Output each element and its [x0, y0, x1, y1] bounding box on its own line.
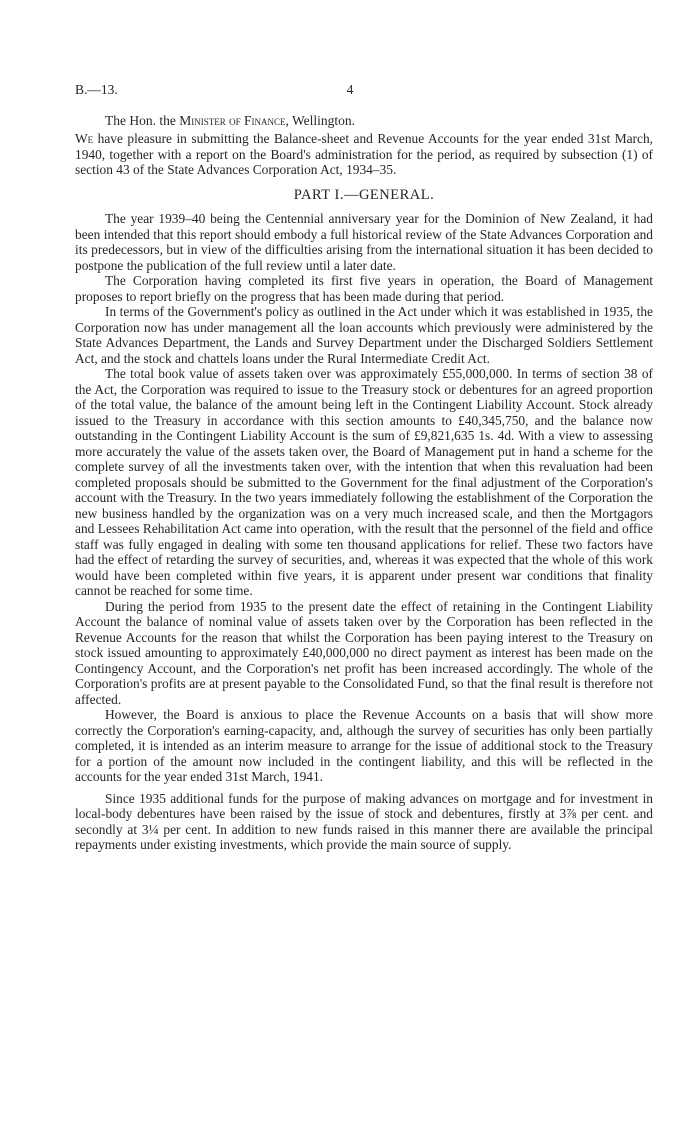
addressee-prefix: The Hon. the	[105, 113, 180, 128]
addressee-suffix: , Wellington.	[285, 113, 356, 128]
addressee-line	[105, 113, 355, 129]
paragraph-five-years: The Corporation having completed its first five years in operation, the Board of Management proposes to report briefly on the progress that has been made during that period.	[75, 273, 653, 304]
addressee-title: Minister of Finance	[179, 113, 286, 128]
document-reference: B.—13.	[75, 82, 118, 97]
page-header	[75, 82, 653, 102]
paragraph-centennial: The year 1939–40 being the Centennial anniversary year for the Dominion of New Zealand, it had been intended that this report should embody a full historical review of the State Advances Corporation and its predecessors, but in view of the difficulties arising from the international situation it has been decided to postpone the publication of the full review until a later date.	[75, 211, 653, 273]
page-number: 4	[346, 82, 354, 97]
part-heading: PART I.—GENERAL.	[293, 186, 435, 203]
opening-lead-word: We	[75, 131, 94, 146]
opening-text: have pleasure in submitting the Balance-sheet and Revenue Accounts for the year ended 31st March, 1940, together with a report on the Board's administration for the period, as required by subsection (1) of section 43 of the State Advances Corporation Act, 1934–35.	[75, 131, 653, 177]
opening-paragraph	[75, 131, 653, 178]
body-text	[75, 131, 653, 853]
paragraph-book-value: The total book value of assets taken over was approximately £55,000,000. In terms of section 38 of the Act, the Corporation was required to issue to the Treasury stock or debentures for an agreed proportion of the total value, the balance of the amount being left in the Contingent Liability Account. Stock already issued to the Treasury in accordance with this section amounts to £40,345,750, and the balance now outstanding in the Contingent Liability Account is the sum of £9,821,635 1s. 4d. With a view to assessing more accurately the value of the assets taken over, the Board of Management put in hand a scheme for the complete survey of all the investments taken over, with the intention that when this revaluation had been completed proposals should be submitted to the Government for the final adjustment of the Corporation's account with the Treasury. In the two years immediately following the establishment of the Corporation the new business handled by the organization was on a very much increased scale, and then the Mortgagors and Lessees Rehabilitation Act came into operation, with the result that the personnel of the field and office staff was fully engaged in dealing with some ten thousand applications for relief. These two factors have had the effect of retarding the survey of securities, and, whereas it was expected that the whole of this work would have been completed within five years, it is apparent under present war conditions that finality cannot be reached for some time.	[75, 366, 653, 598]
paragraph-revenue-accounts: However, the Board is anxious to place the Revenue Accounts on a basis that will show more correctly the Corporation's earning-capacity, and, although the survey of securities has only been partially completed, it is intended as an interim measure to arrange for the issue of additional stock to the Treasury for a portion of the amount now included in the contingent liability, and this will be reflected in the accounts for the year ended 31st March, 1941.	[75, 707, 653, 784]
paragraph-contingent-liability: During the period from 1935 to the present date the effect of retaining in the Contingent Liability Account the balance of nominal value of assets taken over by the Corporation has been reflected in the Revenue Accounts for the reason that whilst the Corporation has been paying interest to the Treasury on stock issued amounting to approximately £40,000,000 no direct payment as interest has been made on the Contingency Account, and the Corporation's net profit has been increased accordingly. The whole of the Corporation's profits are at present payable to the Consolidated Fund, so that the final result is therefore not affected.	[75, 598, 653, 707]
paragraph-additional-funds: Since 1935 additional funds for the purpose of making advances on mortgage and for investment in local-body debentures have been raised by the issue of stock and debentures, firstly at 3⅞ per cent. and secondly at 3¼ per cent. In addition to new funds raised in this manner there are available the principal repayments under existing investments, which provide the main source of supply.	[75, 790, 653, 852]
paragraph-government-policy: In terms of the Government's policy as outlined in the Act under which it was established in 1935, the Corporation now has under management all the loan accounts which previously were administered by the State Advances Department, the Lands and Survey Department under the Discharged Soldiers Settlement Act, and the stock and chattels loans under the Rural Intermediate Credit Act.	[75, 304, 653, 366]
